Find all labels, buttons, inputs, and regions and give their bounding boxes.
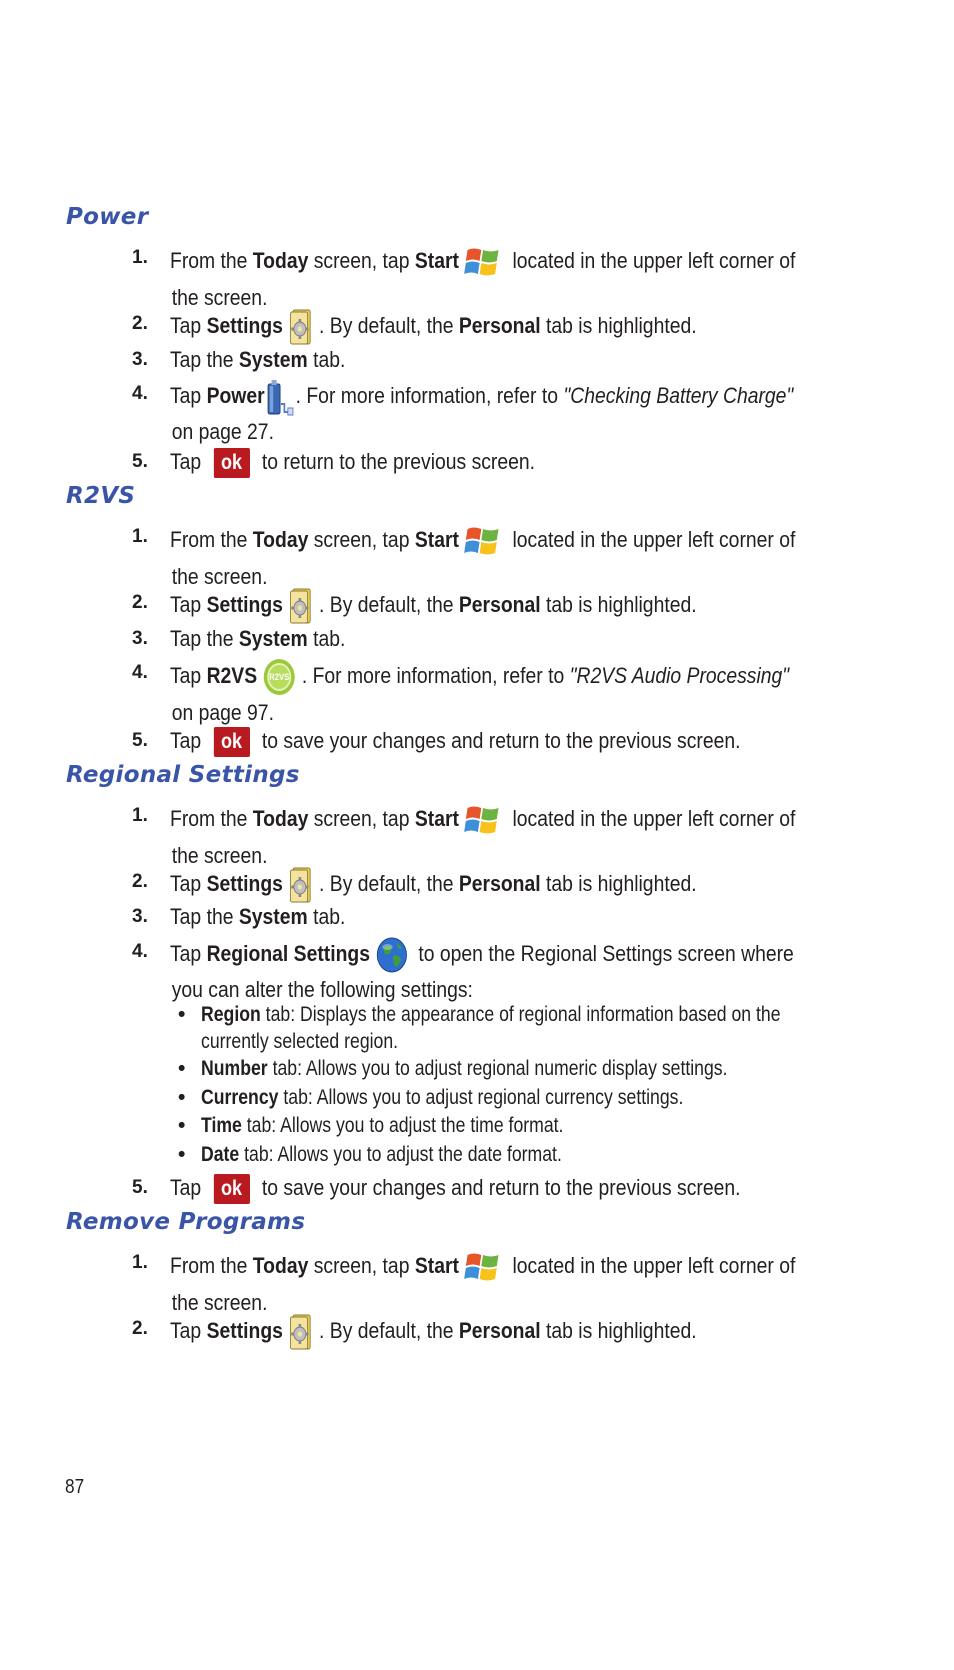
settings-gear-icon	[288, 1313, 314, 1351]
r2vs-icon	[262, 657, 296, 697]
ok-button-icon: ok	[213, 1174, 249, 1204]
ok-button-icon: ok	[213, 727, 249, 757]
windows-start-icon	[464, 242, 502, 282]
settings-gear-icon	[288, 866, 314, 904]
settings-gear-icon	[288, 308, 314, 346]
page-number: 87	[65, 1476, 85, 1498]
windows-start-icon	[464, 1247, 502, 1287]
battery-power-icon	[266, 378, 295, 416]
step-number: 1.	[132, 247, 148, 268]
section-heading-regional-settings: Regional Settings	[66, 762, 300, 788]
manual-page: Power 1. From the Today screen, tap Start located in the upper left corner of the screen. 2. Tap Settings . By default, the Personal tab is highlighted. 3. Tap the System tab. 4. Tap Power . For more information, refer to "Checking Battery Charge" on page 27. 5. Tap ok to return to the previous screen. R2VS 1. From the Today screen, tap Start located in the upper left corner of the screen. 2. Tap Settings . By default, the Personal tab is highlighted. 3. Tap the System tab. 4. Tap R2VS . For more information, refer to "R2VS Audio Processing" on page 97. 5. Tap ok to save your changes and return to the previous screen. Regional Settings 1. From the Today screen, tap Start located in the upper left corner of the screen. 2. Tap Settings . By default, the Personal tab is highlighted. 3. Tap the System tab. 4. Tap Regional Settings to open the Regional Settings screen where you can alter the following settings: • Region tab: Displays the appearance of regional information based on the currently selected region. • Number tab: Allows you to adjust regional numeric display settings. • Currency tab: Allows you to adjust regional currency settings. • Time tab: Allows you to adjust the time format. • Date tab: Allows you to adjust the date format. 5. Tap ok to save your changes and return to the previous screen. Remove Programs 1. From the Today screen, tap Start located in the upper left corner of the screen. 2. Tap Settings . By default, the Personal tab is highlighted. 87	[65, 204, 796, 1498]
section-heading-r2vs: R2VS	[66, 483, 136, 509]
windows-start-icon	[464, 521, 502, 561]
windows-start-icon	[464, 800, 502, 840]
settings-gear-icon	[288, 587, 314, 625]
section-heading-remove-programs: Remove Programs	[66, 1209, 306, 1235]
section-heading-power: Power	[66, 204, 149, 230]
ok-button-icon: ok	[213, 448, 249, 478]
globe-icon	[375, 936, 408, 974]
